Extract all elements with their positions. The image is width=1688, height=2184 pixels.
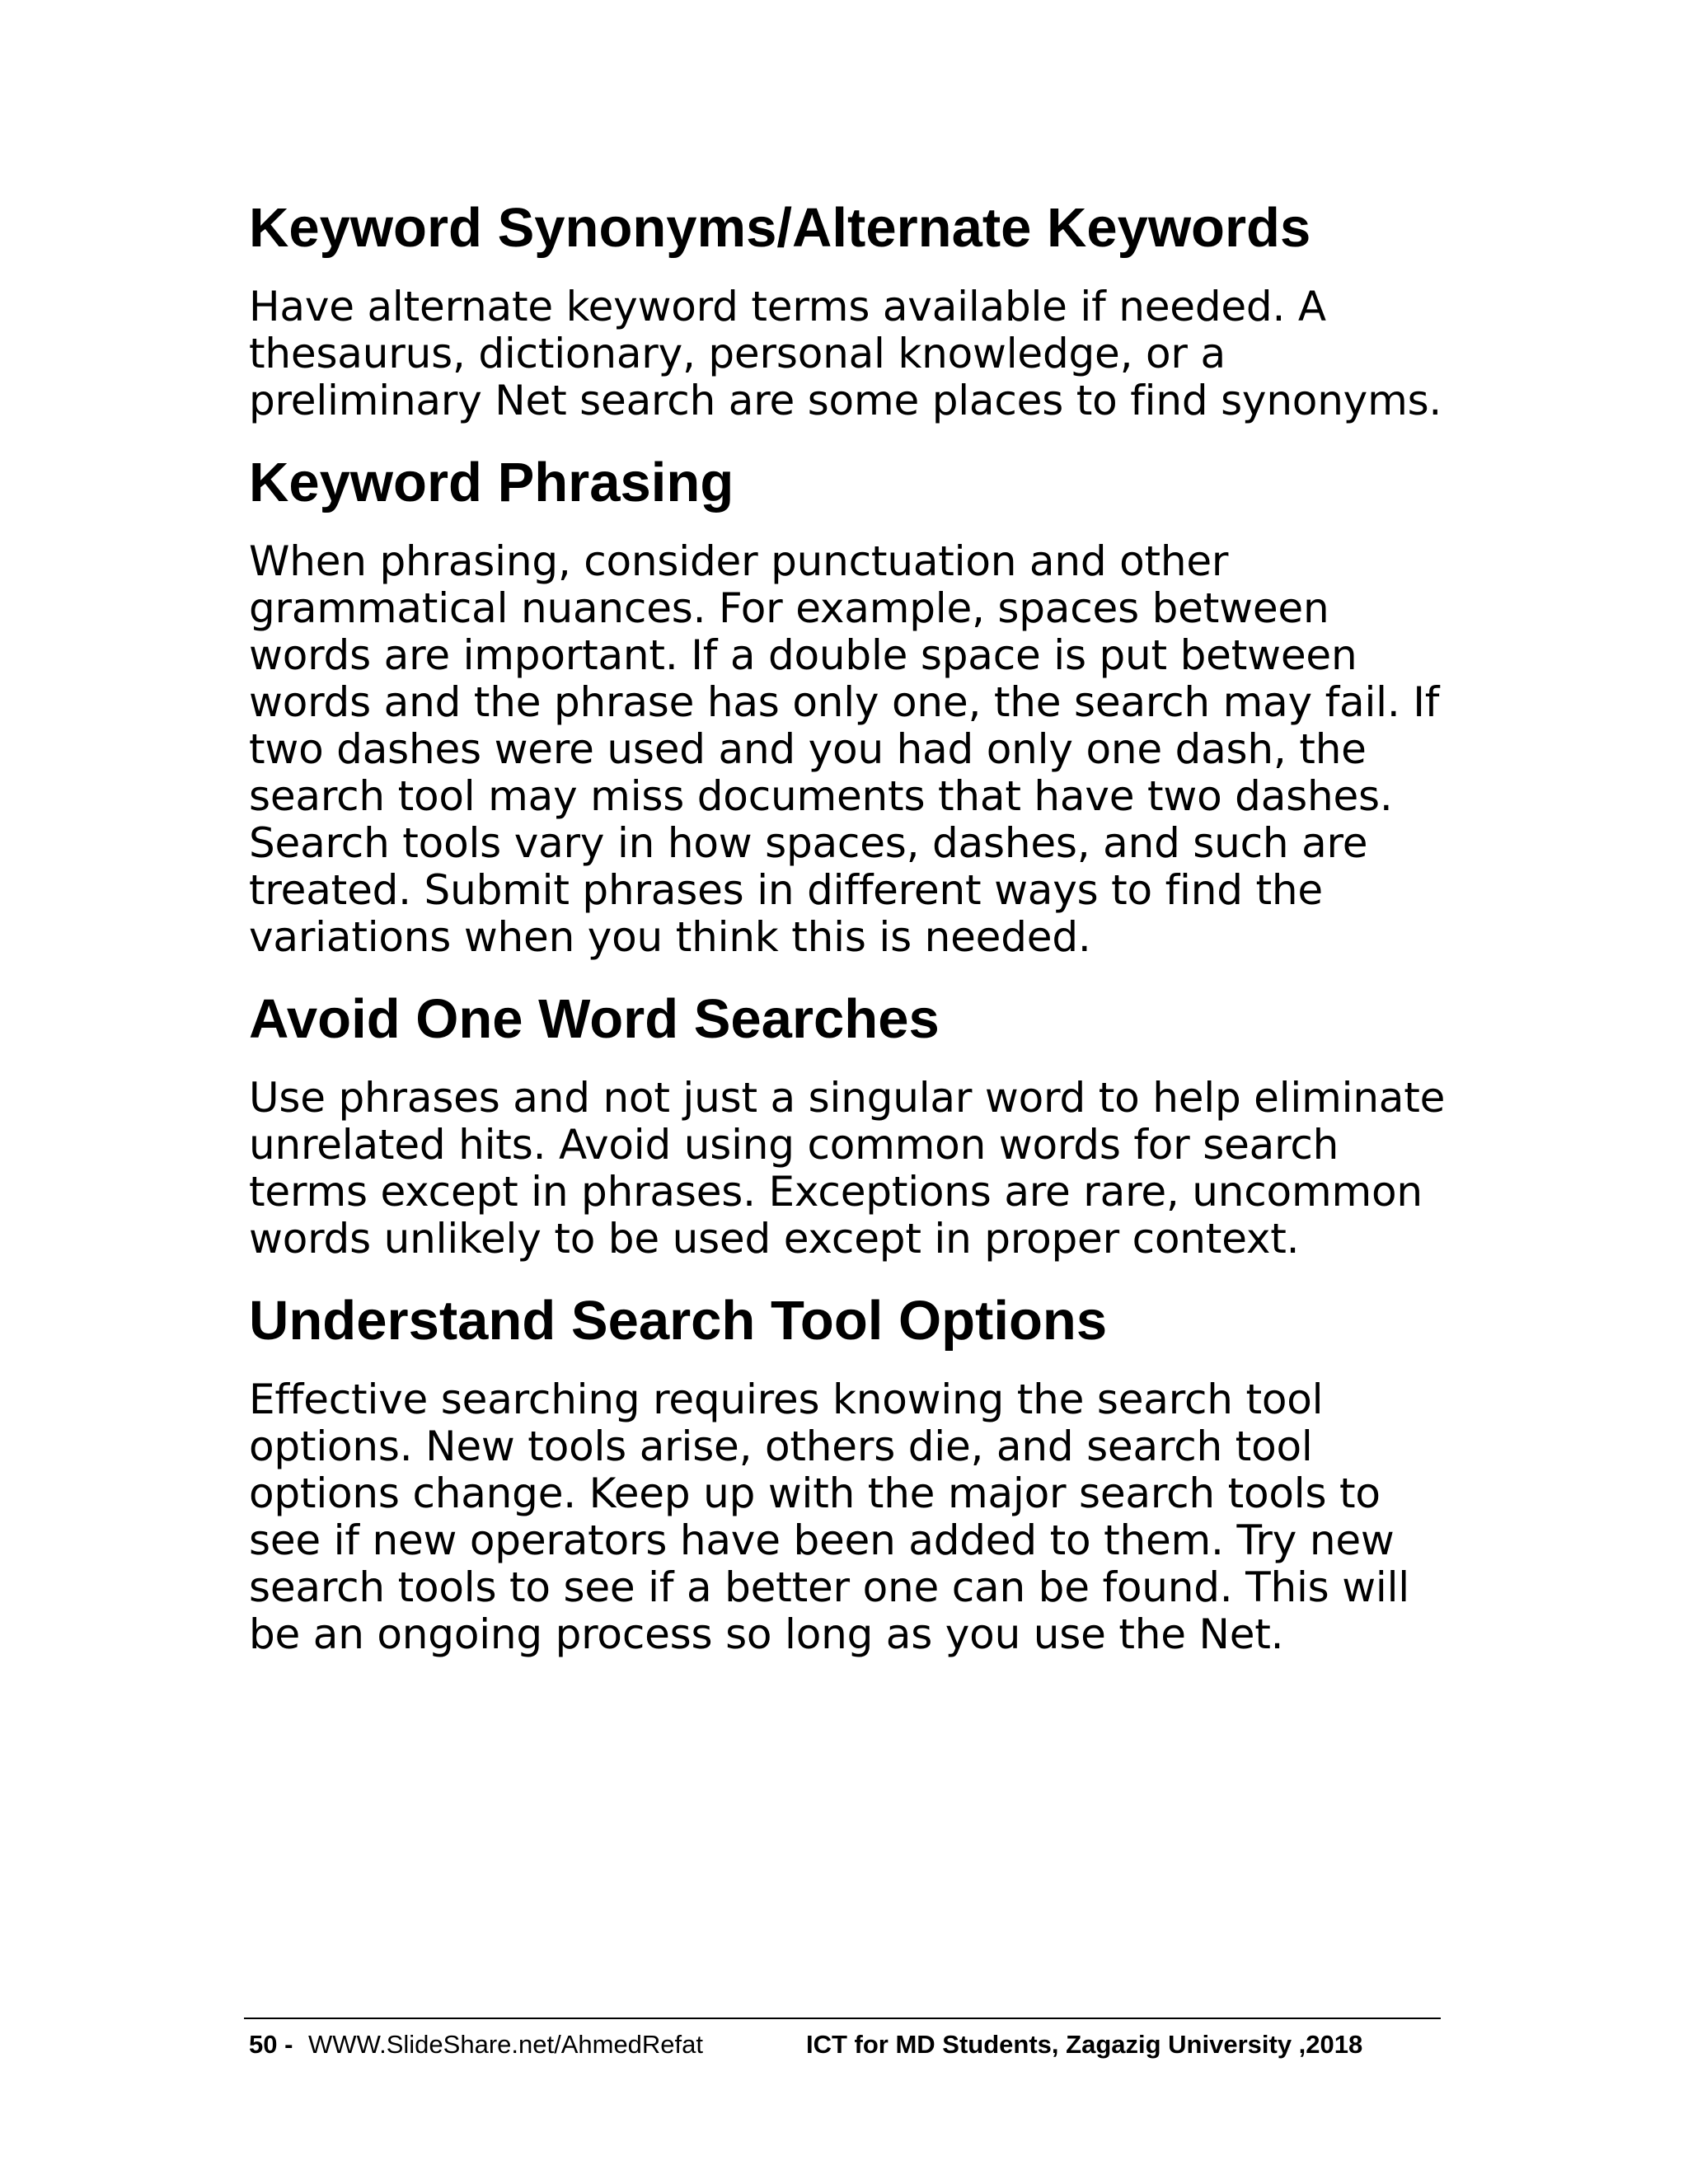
text-line: Have alternate keyword terms available if needed. A [249,283,1326,330]
text-line: options. New tools arise, others die, and search tool [249,1422,1313,1470]
text-line: see if new operators have been added to them. Try new [249,1516,1395,1564]
footer-divider [244,2018,1441,2019]
text-line: options change. Keep up with the major search tools to [249,1469,1381,1517]
text-line: search tools to see if a better one can be found. This will [249,1563,1409,1611]
heading-understand-search-tool-options: Understand Search Tool Options [249,1290,1108,1352]
text-line: treated. Submit phrases in different ways to find the [249,866,1323,914]
text-line: variations when you think this is needed. [249,913,1091,961]
text-line: thesaurus, dictionary, personal knowledge, or a [249,330,1226,377]
heading-avoid-one-word-searches: Avoid One Word Searches [249,988,940,1050]
text-line: Search tools vary in how spaces, dashes, and such are [249,819,1368,867]
text-line: When phrasing, consider punctuation and other [249,537,1229,585]
paragraph-avoid-one-word-searches [249,1075,1452,1263]
footer-page-number: 50 - [249,2030,293,2059]
paragraph-understand-search-tool-options [249,1376,1452,1658]
text-line: grammatical nuances. For example, spaces between [249,584,1329,632]
heading-keyword-phrasing: Keyword Phrasing [249,452,734,513]
paragraph-keyword-phrasing [249,538,1452,961]
text-line: words unlikely to be used except in proper context. [249,1215,1300,1263]
text-line: unrelated hits. Avoid using common words for search [249,1121,1339,1169]
footer-document-title: ICT for MD Students, Zagazig University ,2018 [806,2030,1363,2059]
text-line: Use phrases and not just a singular word to help eliminate [249,1074,1446,1122]
text-line: be an ongoing process so long as you use the Net. [249,1610,1284,1658]
page-footer [249,2028,1452,2064]
text-line: words are important. If a double space is put between [249,631,1357,679]
text-line: search tool may miss documents that have two dashes. [249,772,1393,820]
text-line: terms except in phrases. Exceptions are rare, uncommon [249,1168,1423,1216]
text-line: preliminary Net search are some places to find synonyms. [249,377,1442,424]
text-line: Effective searching requires knowing the search tool [249,1376,1324,1423]
footer-site-url: WWW.SlideShare.net/AhmedRefat [308,2030,704,2059]
text-line: words and the phrase has only one, the search may fail. If [249,678,1440,726]
paragraph-keyword-synonyms [249,284,1452,424]
text-line: two dashes were used and you had only one dash, the [249,725,1367,773]
page-content [249,194,1452,1683]
heading-keyword-synonyms: Keyword Synonyms/Alternate Keywords [249,197,1311,259]
